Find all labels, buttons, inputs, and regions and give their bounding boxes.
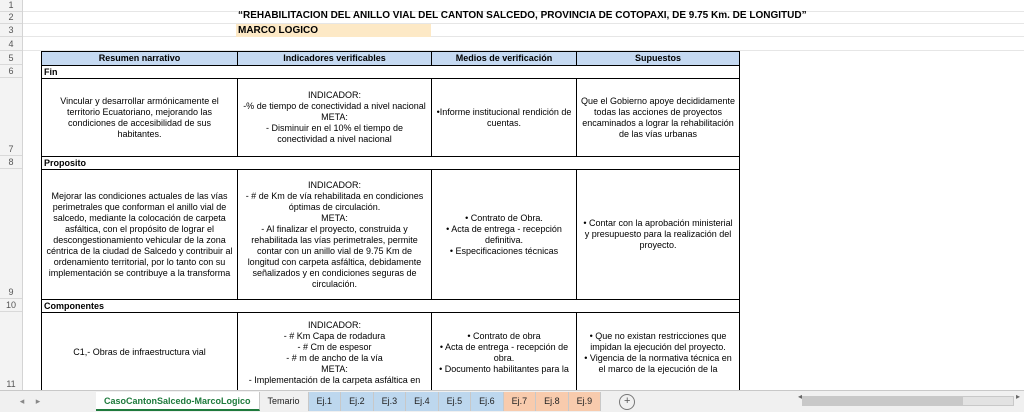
indicator-text: - # Km Capa de rodadura bbox=[283, 330, 386, 341]
add-sheet-icon[interactable]: + bbox=[619, 394, 635, 410]
worksheet-grid[interactable] bbox=[23, 0, 1024, 390]
cell-text: • Contar con la aprobación ministerial y presupuesto para la realización del proyecto. bbox=[583, 218, 733, 250]
cell-text: • Contrato de Obra. bbox=[465, 212, 543, 223]
tab-scroll-left-icon[interactable]: ◂ bbox=[19, 396, 25, 406]
row-number-3[interactable]: 3 bbox=[0, 24, 22, 37]
cell-fin-medios[interactable] bbox=[432, 79, 577, 157]
cell-text: Vincular y desarrollar armónicamente el territorio Ecuatoriano, mejorando las condiciones de accesibilidad de sus habitantes. bbox=[60, 95, 219, 139]
gridline bbox=[23, 23, 1024, 24]
cell-fin-supuestos[interactable] bbox=[577, 79, 740, 157]
row-number-11[interactable]: 11 bbox=[6, 379, 16, 389]
row-number-6[interactable]: 6 bbox=[0, 65, 22, 78]
cell-componentes-supuestos[interactable] bbox=[577, 313, 740, 393]
indicator-text: - # Cm de espesor bbox=[297, 341, 372, 352]
tab-ej4[interactable]: Ej.4 bbox=[406, 392, 439, 411]
table-row-proposito bbox=[42, 170, 740, 300]
cell-text: • Que no existan restricciones que impidan la ejecución del proyecto. bbox=[589, 330, 727, 352]
cell-text: Que el Gobierno apoye decididamente todas las acciones de proyectos encaminados a lograr la rehabilitación de las vías urbanas bbox=[580, 95, 736, 139]
header-row bbox=[42, 52, 740, 66]
tab-scroll-right-icon[interactable]: ▸ bbox=[35, 396, 41, 406]
table-row-fin bbox=[42, 79, 740, 157]
section-row-componentes bbox=[42, 300, 740, 313]
section-label-componentes[interactable]: Componentes bbox=[42, 300, 740, 313]
scroll-right-icon[interactable]: ▸ bbox=[1016, 392, 1021, 401]
section-label-proposito[interactable]: Proposito bbox=[42, 157, 740, 170]
cell-text: C1,- Obras de infraestructura vial bbox=[73, 347, 206, 357]
sheet-title[interactable]: “REHABILITACION DEL ANILLO VIAL DEL CANTON SALCEDO, PROVINCIA DE COTOPAXI, DE 9.75 Km. DE LONGITUD” bbox=[238, 10, 807, 21]
goal-text: - Implementación de la carpeta asfáltica en bbox=[248, 374, 421, 385]
cell-proposito-supuestos[interactable] bbox=[577, 170, 740, 300]
goal-text: - Al finalizar el proyecto, construida y rehabilitada las vías perimetrales, permite contar con un anillo vial de 9.75 Km de longitud con carpeta asfáltica, debidamente señalizados y en condiciones seguras de circulación. bbox=[247, 223, 422, 289]
tab-ej7[interactable]: Ej.7 bbox=[504, 392, 537, 411]
indicator-label: INDICADOR: bbox=[307, 319, 361, 330]
gridline bbox=[23, 36, 1024, 37]
cell-text: Mejorar las condiciones actuales de las vías perimetrales que conforman el anillo vial de salcedo, mediante la colocación de carpeta asfáltica, con el propósito de lograr el descongestionamiento vehicular de la zona céntrica de la ciudad de Salcedo y contribuir al ordenamiento territorial, por lo tanto con su implementación se contribuye a la transforma bbox=[46, 190, 233, 278]
sheet-subtitle[interactable]: MARCO LOGICO bbox=[236, 24, 431, 37]
indicator-text: - # de Km de vía rehabilitada en condiciones óptimas de circulación. bbox=[245, 190, 424, 212]
section-row-fin bbox=[42, 66, 740, 79]
cell-proposito-indicadores[interactable] bbox=[238, 170, 432, 300]
cell-text: • Vigencia de la normativa técnica en el marco de la ejecución de la bbox=[584, 352, 732, 374]
header-indicadores[interactable]: Indicadores verificables bbox=[238, 52, 432, 66]
cell-componentes-resumen[interactable] bbox=[42, 313, 238, 393]
indicator-label: INDICADOR: bbox=[307, 90, 361, 100]
goal-label: META: bbox=[321, 112, 348, 122]
row-number-4[interactable]: 4 bbox=[0, 37, 22, 51]
goal-label: META: bbox=[321, 363, 348, 374]
section-row-proposito bbox=[42, 157, 740, 170]
tab-ej3[interactable]: Ej.3 bbox=[374, 392, 407, 411]
cell-proposito-resumen[interactable] bbox=[42, 170, 238, 300]
row-number-2[interactable]: 2 bbox=[0, 12, 22, 24]
cell-text: • Contrato de obra bbox=[467, 330, 541, 341]
tab-temario[interactable]: Temario bbox=[260, 392, 309, 411]
row-number-1[interactable]: 1 bbox=[0, 0, 22, 12]
indicator-text: - # m de ancho de la vía bbox=[286, 352, 383, 363]
row-number-9[interactable]: 9 bbox=[0, 169, 22, 299]
header-medios[interactable]: Medios de verificación bbox=[432, 52, 577, 66]
row-header-column bbox=[0, 0, 23, 390]
tab-ej9[interactable]: Ej.9 bbox=[569, 392, 602, 411]
cell-text: •Informe institucional rendición de cuentas. bbox=[436, 106, 572, 128]
section-label-fin[interactable]: Fin bbox=[42, 66, 740, 79]
header-supuestos[interactable]: Supuestos bbox=[577, 52, 740, 66]
scrollbar-thumb[interactable] bbox=[803, 397, 963, 405]
cell-text: • Acta de entrega - recepción definitiva. bbox=[446, 223, 562, 245]
cell-componentes-medios[interactable] bbox=[432, 313, 577, 393]
cell-fin-indicadores[interactable] bbox=[238, 79, 432, 157]
cell-text: • Especificaciones técnicas bbox=[449, 245, 559, 256]
header-resumen[interactable]: Resumen narrativo bbox=[42, 52, 238, 66]
row-number-10[interactable]: 10 bbox=[0, 299, 22, 312]
tab-ej8[interactable]: Ej.8 bbox=[536, 392, 569, 411]
goal-label: META: bbox=[321, 212, 348, 223]
table-row-componentes bbox=[42, 313, 740, 393]
goal-text: - Disminuir en el 10% el tiempo de conectividad a nivel nacional bbox=[265, 123, 404, 144]
cell-proposito-medios[interactable] bbox=[432, 170, 577, 300]
row-number-7[interactable]: 7 bbox=[0, 78, 22, 156]
tab-ej2[interactable]: Ej.2 bbox=[341, 392, 374, 411]
tab-ej1[interactable]: Ej.1 bbox=[309, 392, 342, 411]
scroll-left-icon[interactable]: ◂ bbox=[798, 392, 803, 401]
tab-ej5[interactable]: Ej.5 bbox=[439, 392, 472, 411]
indicator-text: -% de tiempo de conectividad a nivel nacional bbox=[243, 101, 426, 111]
logical-framework-table bbox=[41, 51, 740, 393]
tab-casocantonsalcedo-marcologico[interactable]: CasoCantonSalcedo-MarcoLogico bbox=[96, 392, 260, 411]
tab-ej6[interactable]: Ej.6 bbox=[471, 392, 504, 411]
indicator-label: INDICADOR: bbox=[307, 179, 361, 190]
cell-text: • Documento habilitantes para la bbox=[439, 363, 569, 374]
cell-componentes-indicadores[interactable] bbox=[238, 313, 432, 393]
row-number-8[interactable]: 8 bbox=[0, 156, 22, 169]
cell-fin-resumen[interactable] bbox=[42, 79, 238, 157]
cell-text: • Acta de entrega - recepción de obra. bbox=[439, 341, 569, 363]
row-number-5[interactable]: 5 bbox=[0, 51, 22, 65]
horizontal-scrollbar[interactable] bbox=[802, 396, 1014, 406]
